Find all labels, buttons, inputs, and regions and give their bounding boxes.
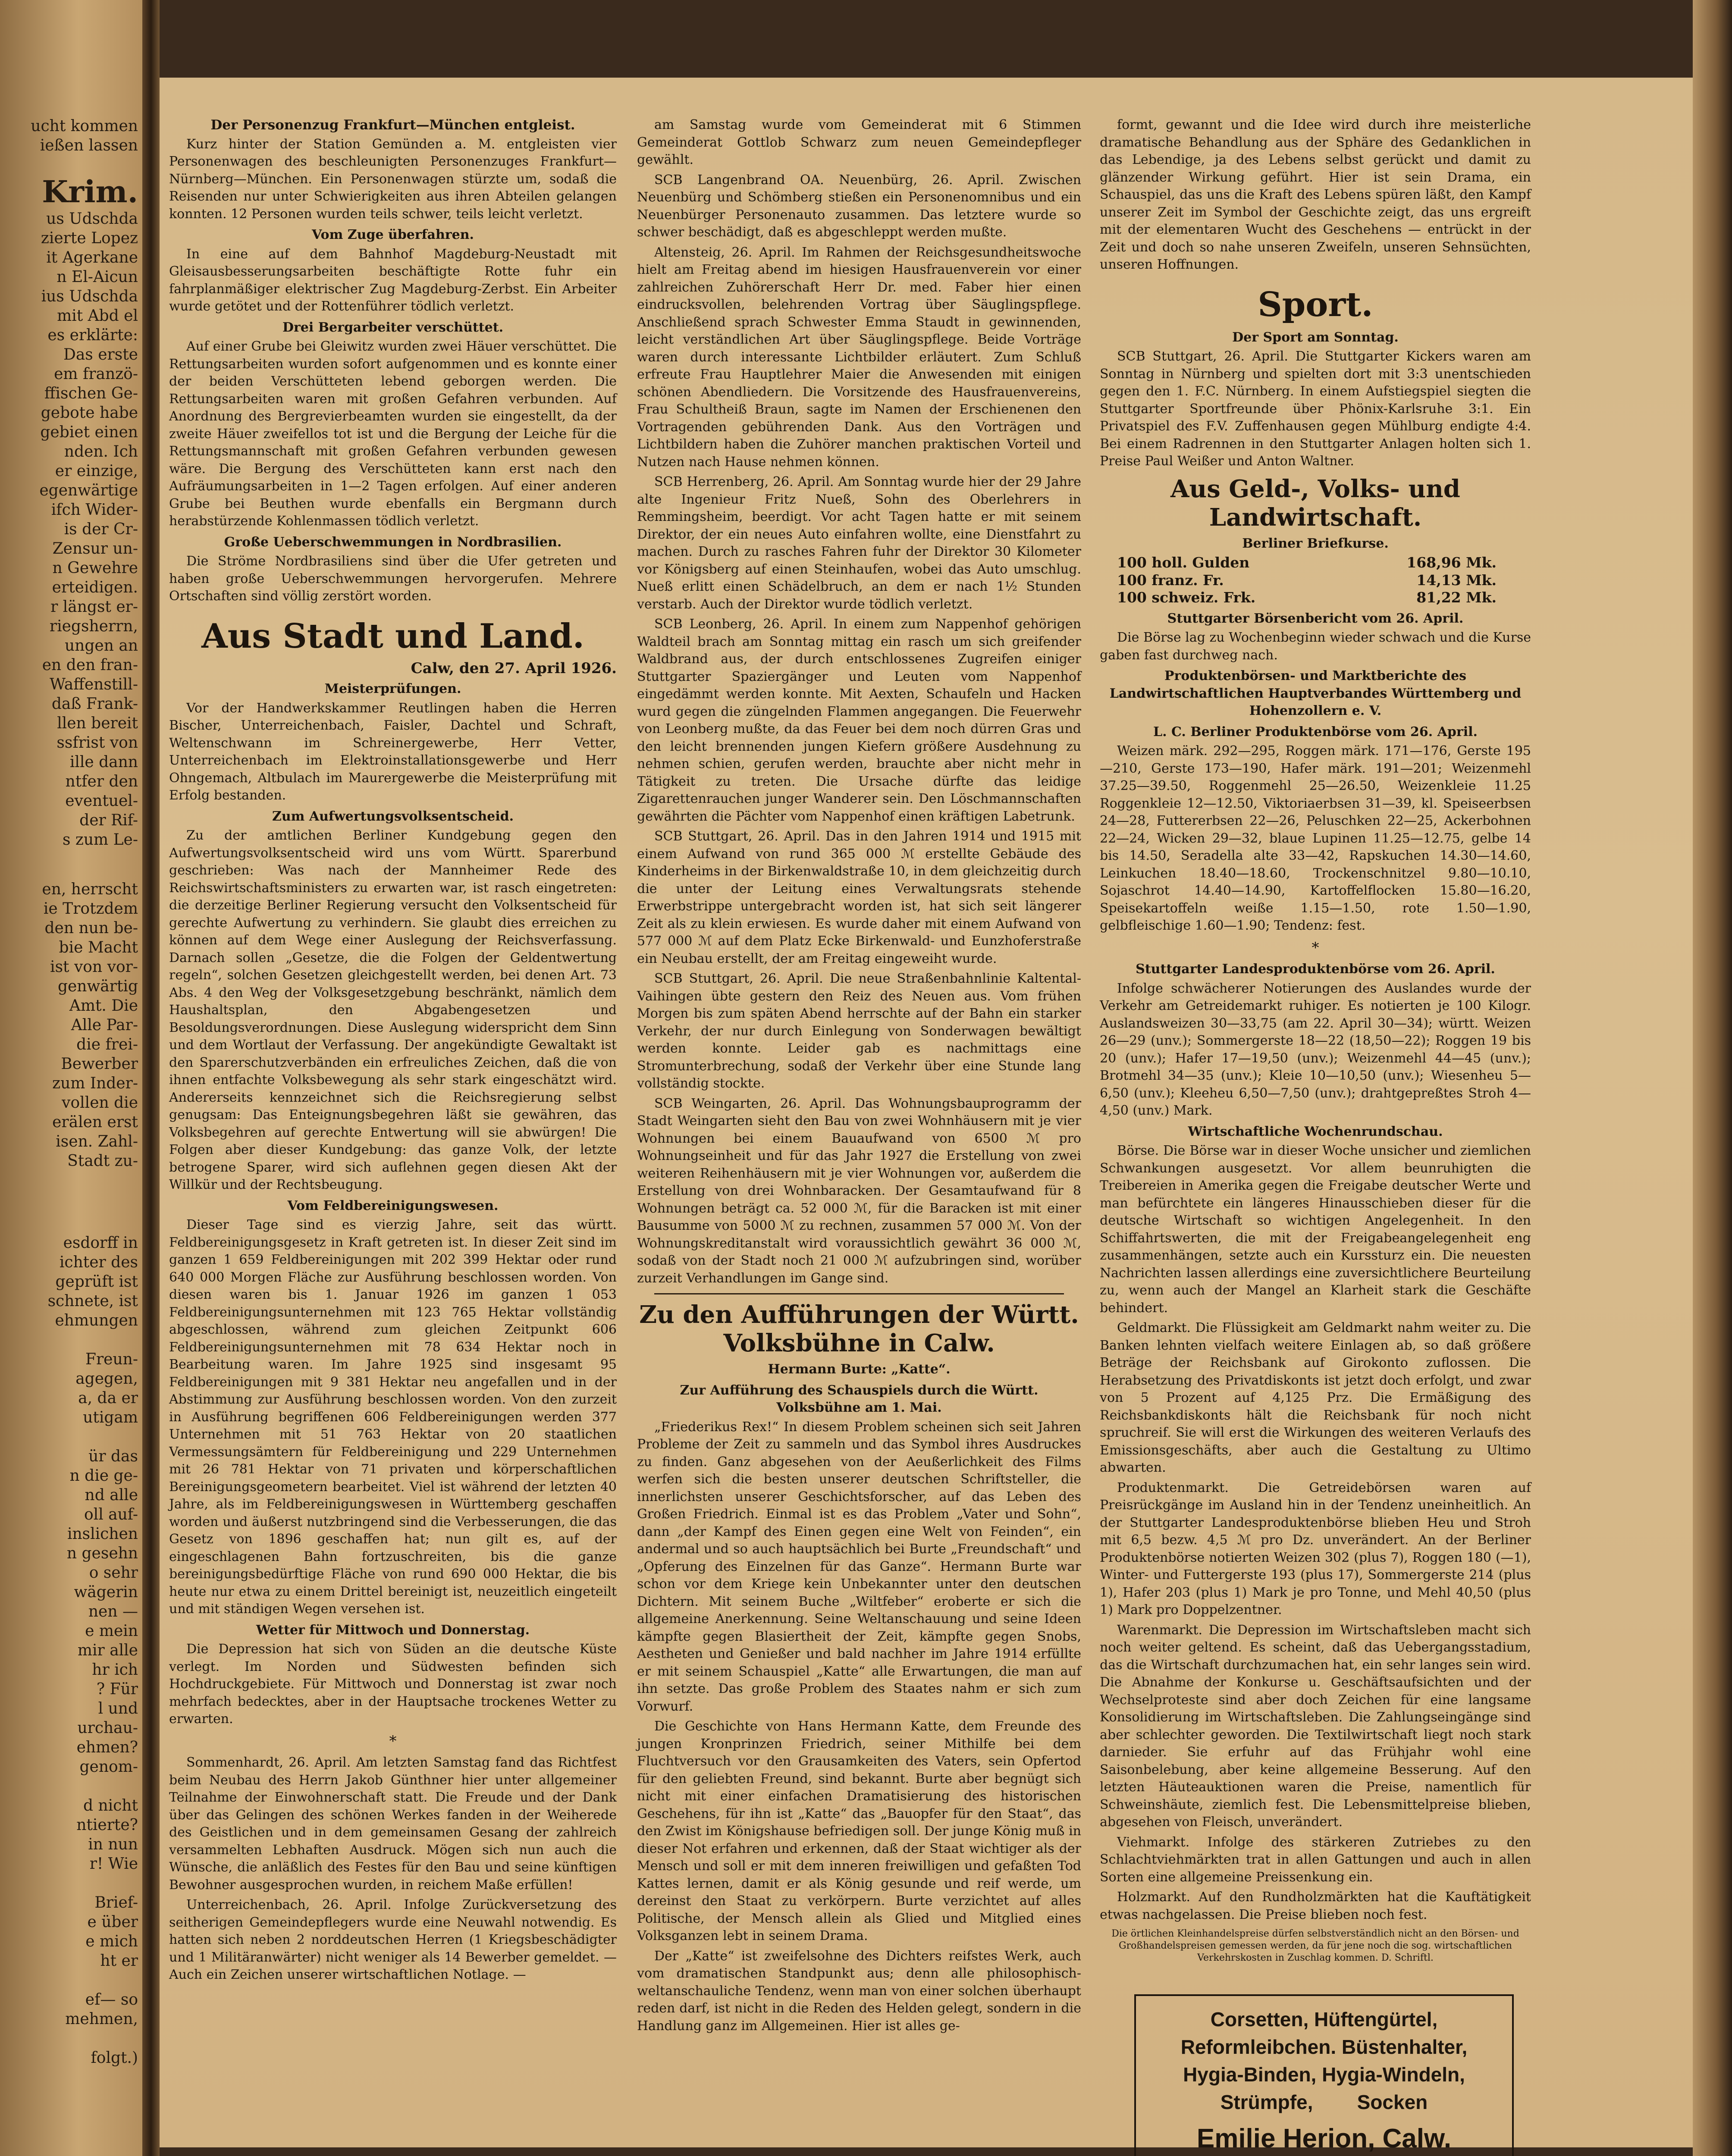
subheading: Wetter für Mittwoch und Donnerstag. (256, 1622, 530, 1638)
left-page-fragment (0, 0, 142, 2156)
fragment-line: en, herrscht (42, 881, 138, 898)
fragment-line: e über (87, 1913, 138, 1931)
paragraph: Geldmarkt. Die Flüssigkeit am Geldmarkt nahm weiter zu. Die Banken lehnten vielfach weitere Einlagen ab, so daß größere Beträge der Reichsbank auf Girokonto zuflossen. Die Herabsetzung des Privatdiskonts ist jetzt doch erfolgt, und zwar von 5 Prozent auf 4,125 Prz. Die Ermäßigung des Reichsbankdiskonts hält die Reichsbank für noch nicht spruchreif. Sie will erst die Wirkungen des weiteren Verlaufs des Emissionsgeschäfts, aber auch die Gestaltung zu Ultimo abwarten. (1100, 1320, 1531, 1475)
subheading: Große Ueberschwemmungen in Nordbrasilien. (224, 534, 562, 550)
fragment-line: die frei- (76, 1036, 138, 1053)
paragraph: Infolge schwächerer Notierungen des Auslandes wurde der Verkehr am Getreidemarkt ruhiger. Es notierten je 100 Kilogr. Auslandsweizen 30—33,75 (am 22. April 30—34); württ. Weizen 26—29 (unv.); Sommergerste 18—22 (18,50—22); Roggen 19 bis 20 (unv.); Hafer 17—19,50 (unv.); Weizenmehl 44—45 (unv.); Brotmehl 34—35 (unv.); Kleie 10—10,50 (unv.); Wiesenheu 5—6,50 (unv.); Kleeheu 6,50—7,50 (unv.); drahtgepreßtes Stroh 4—4,50 (unv.) Mark. (1100, 981, 1531, 1118)
paragraph: Holzmarkt. Auf den Rundholzmärkten hat die Kauftätigkeit etwas nachgelassen. Die Preise blieben noch fest. (1100, 1890, 1531, 1922)
separator: * (1312, 939, 1319, 956)
fragment-line: en den fran- (42, 656, 138, 674)
fragment-line: ür das (88, 1448, 138, 1465)
subheading: Stuttgarter Landesproduktenbörse vom 26. April. (1136, 962, 1495, 977)
headline: Der Personenzug Frankfurt—München entgleist. (210, 117, 575, 133)
paragraph: formt, gewannt und die Idee wird durch ihre meisterliche dramatische Behandlung aus der Sphäre des Gedanklichen in das Lebendige, ja des Lebens selbst gerückt und damit zu glänzender Wirkung geführt. Hier ist sein Drama, ein Schauspiel, das uns die Kraft des Lebens spüren läßt, den Kampf unserer Zeit im Symbol der Geschichte zeigt, das uns ergreift mit der elementaren Wucht des Geschehens — entrückt in der Zeit und doch so nahe unseren Zweifeln, unseren Sehnsüchten, unseren Hoffnungen. (1100, 117, 1531, 272)
fragment-line: ungen an (65, 637, 138, 655)
exchange-rate-cell: 81,22 Mk. (1416, 589, 1497, 606)
fragment-line: us Udschda (46, 210, 138, 228)
subheading: L. C. Berliner Produktenbörse vom 26. April. (1153, 724, 1478, 740)
fragment-line: riegsherrn, (49, 617, 138, 635)
fragment-line: Bewerber (61, 1055, 138, 1073)
subheading: Drei Bergarbeiter verschüttet. (282, 320, 504, 335)
fragment-line: n Gewehre (52, 559, 138, 577)
exchange-rate-cell: 100 schweiz. Frk. (1117, 589, 1256, 606)
ad-line: Hygia-Binden, Hygia-Windeln, (1183, 2063, 1465, 2086)
fragment-line: daß Frank- (51, 695, 138, 713)
exchange-rate-cell: 100 holl. Gulden (1117, 554, 1250, 571)
fragment-line: d nicht (83, 1797, 138, 1814)
exchange-rate-row (1117, 589, 1497, 607)
fragment-line: es erklärte: (47, 326, 138, 344)
exchange-rate-cell: 14,13 Mk. (1416, 571, 1497, 589)
section-title: Sport. (1258, 285, 1373, 324)
book-spine (142, 0, 160, 2156)
fragment-line: agegen, (75, 1370, 138, 1388)
subheading: Zum Aufwertungsvolksentscheid. (272, 808, 514, 824)
fragment-line: r! Wie (89, 1855, 138, 1873)
left-page-text-bottom (0, 1233, 138, 2068)
newspaper-page (160, 78, 1693, 2153)
paragraph: SCB Weingarten, 26. April. Das Wohnungsbauprogramm der Stadt Weingarten sieht den Bau von zwei Wohnhäusern mit je vier Wohnungen bei einem Bauaufwand von 6500 ℳ pro Wohnungseinheit und für das Jahr 1927 die Erstellung von zwei weiteren Reihenhäusern mit je vier Wohnungen vor, außerdem die Erstellung von drei Wohnbaracken. Der Gesamtaufwand für 8 Wohnungen beträgt ca. 52 000 ℳ, für die Baracken ist mit einer Bausumme von 5000 ℳ zu rechnen, zusammen 57 000 ℳ. Von der Wohnungskreditanstalt wird voraussichtlich gewährt 36 000 ℳ, sodaß von der Stadt noch 21 000 ℳ aufzubringen sind, worüber zurzeit Verhandlungen im Gange sind. (637, 1096, 1081, 1286)
ad-firm-name: Emilie Herion, Calw. (1196, 2124, 1452, 2153)
fragment-line: mehmen, (65, 2010, 138, 2028)
subheading: Berliner Briefkurse. (1242, 536, 1389, 551)
fragment-line: ießen lassen (40, 137, 138, 154)
fragment-line: Das erste (63, 346, 138, 364)
fragment-line: erälen erst (52, 1113, 138, 1131)
fragment-line: er einzige, (55, 462, 138, 480)
subheading: Zur Aufführung des Schauspiels durch die Württ. Volksbühne am 1. Mai. (680, 1382, 1039, 1415)
paragraph: Viehmarkt. Infolge des stärkeren Zutriebes zu den Schlachtviehmärkten trat in allen Gattungen und auch in allen Sorten eine allgemeine Preissenkung ein. (1100, 1834, 1531, 1885)
exchange-rate-row (1117, 554, 1497, 572)
fragment-line: erteidigen. (52, 579, 138, 596)
fragment-line: den nun be- (44, 919, 138, 937)
subheading: Vom Feldbereinigungswesen. (287, 1198, 499, 1213)
fragment-line: em franzö- (54, 365, 138, 383)
paragraph: „Friederikus Rex!“ In diesem Problem scheinen sich seit Jahren Probleme der Zeit zu sammeln und das Symbol ihres Ausdruckes zu finden. Ganz abgesehen von der Aeußerlichkeit des Films werfen sich die besten unserer deutschen Schriftsteller, die innerlichsten unserer Geschichtsforscher, auf das Leben des Großen Friedrich. Einmal ist es das Problem „Vater und Sohn“, dann „der Kampf des Einen gegen eine Welt von Feinden“, ein andermal und so auch hauptsächlich bei Burte „Freundschaft“ und „Opferung des Einzelnen für das Ganze“. Hermann Burte war schon vor dem Kriege kein Unbekannter unter den deutschen Dichtern. Mit seinem Buche „Wiltfeber“ eroberte er sich die allgemeine Anerkennung. Seine Weltanschauung und seine Ideen kämpfte gegen Blasiertheit der Zeit, kämpfte gegen Snobs, Aestheten und Genießer und bald nachher im Jahre 1914 erfüllte er mit seinem Schauspiel „Katte“ alle Erwartungen, die man auf ihn setzte. Das große Problem des Staates nahm er sich zum Vorwurf. (637, 1419, 1081, 1714)
paragraph: SCB Langenbrand OA. Neuenbürg, 26. April. Zwischen Neuenbürg und Schömberg stießen ein Personenomnibus und ein Neuenbürger Personenauto zusammen. Das letztere wurde so schwer beschädigt, daß es abgeschleppt werden mußte. (637, 172, 1081, 240)
paragraph: Dieser Tage sind es vierzig Jahre, seit das württ. Feldbereinigungsgesetz in Kraft getreten ist. In dieser Zeit sind im ganzen 1 659 Feldbereinigungen mit 202 399 Hektar oder rund 640 000 Morgen Fläche zur Ausführung beschlossen worden. Von diesen waren bis 1. Januar 1926 im ganzen 1 053 Feldbereinigungsunternehmen mit 123 765 Hektar vollständig abgeschlossen, während zum gleichen Zeitpunkt 606 Feldbereinigungsunternehmen mit 78 634 Hektar noch in Bearbeitung waren. Im Jahre 1925 sind insgesamt 95 Feldbereinigungen mit 9 381 Hektar neu angefallen und in der Abstimmung zur Ausführung beschlossen worden. Von den zurzeit in Ausführung begriffenen 606 Feldbereinigungen werden 377 Unternehmen mit 51 763 Hektar von 20 staatlichen Vermessungsämtern für Feldbereinigung und 229 Unternehmen mit 26 781 Hektar von 71 privaten und körperschaftlichen Bereinigungsgeometern bearbeitet. Viel ist während der letzten 40 Jahre, als im Feldbereinigungswesen in Württemberg geschaffen worden und äußerst nutzbringend sind die Verbesserungen, die das Gesetz von 1896 geschaffen hat; nun gilt es, auf der eingeschlagenen Bahn fortzuschreiten, bis die ganze bereinigungsbedürftige Fläche von rund 690 000 Hektar, die bis heute nur etwa zu einem Drittel bereinigt ist, neuzeitlich eingeteilt und mit ständigen Wegen versehen ist. (169, 1217, 617, 1617)
subheading: Vom Zuge überfahren. (312, 227, 474, 242)
dateline: Calw, den 27. April 1926. (411, 659, 617, 677)
fragment-line: gebote habe (41, 404, 138, 422)
column-1 (169, 116, 617, 1987)
fragment-line: zum Inder- (52, 1075, 138, 1092)
paragraph: SCB Leonberg, 26. April. In einem zum Nappenhof gehörigen Waldteil brach am Sonntag mittag ein rasch um sich greifender Waldbrand aus, der durch entschlossenes Zugreifen einiger Stuttgarter Spaziergänger und Leuten vom Nappenhof eingedämmt werden konnte. Mit Aexten, Schaufeln und Hacken wurd gegen die züngelnden Flammen angegangen. Die Feuerwehr von Leonberg mußte, da das Feuer bei dem noch dürren Gras und den leicht brennenden jungen Kiefern größere Ausdehnung zu nehmen schien, gerufen werden, brauchte aber nicht mehr in Tätigkeit zu treten. Die Ursache dürfte das leidige Zigarettenrauchen junger Wanderer sein. Den Löschmannschaften gewährten die Pächter vom Nappenhof einen kräftigen Labetrunk. (637, 617, 1081, 824)
exchange-rate-row (1117, 572, 1497, 589)
paragraph: Die Geschichte von Hans Hermann Katte, dem Freunde des jungen Kronprinzen Friedrich, seiner Mithilfe bei dem Fluchtversuch vor den Grausamkeiten des Vaters, sein Opfertod für den geliebten Freund, sind bekannt. Burte aber begnügt sich nicht mit einer einfachen Dramatisierung des historischen Geschehens, für ihn ist „Katte“ das „Bauopfer für den Staat“, das den Zwist im Königshause befriedigen soll. Der junge König muß in dieser Not erfahren und erkennen, daß der Staat wichtiger als der Mensch und soll er mit dem inneren freiwilligen und gefaßten Tod Kattes lernen, damit er als König gesunde und reif werde, um dereinst den Staat zu verkörpern. Burte verzichtet auf alles Politische, der Mensch allein als Glied und Mitglied eines Volksganzen lebt in seinem Drama. (637, 1719, 1081, 1943)
footnote: Die örtlichen Kleinhandelspreise dürfen selbstverständlich nicht an den Börsen- und Großhandelspreisen gemessen werden, da für jene noch die sog. wirtschaftlichen Verkehrskosten in Zuschlag kommen. D. Schriftl. (1111, 1928, 1519, 1963)
fragment-line: in nun (88, 1836, 138, 1853)
paragraph: Sommenhardt, 26. April. Am letzten Samstag fand das Richtfest beim Neubau des Herrn Jakob Günthner hier unter allgemeiner Teilnahme der Einwohnerschaft statt. Die Freude und der Dank über das Gelingen des schönen Werkes fanden in der Weiherede des Geistlichen und in dem gemeinsamen Gesang der zahlreich versammelten Lebhaften Ausdruck. Mögen sich nun auch die Wünsche, die anläßlich des Festes für den Bau und seine künftigen Bewohner ausgesprochen wurden, in reichem Maße erfüllen! (169, 1755, 617, 1893)
fragment-line: oll auf- (84, 1506, 138, 1523)
paragraph: Vor der Handwerkskammer Reutlingen haben die Herren Bischer, Unterreichenbach, Faisler, Dachtel und Schraft, Weltenschwann im Schreinergewerbe, Herr Vetter, Unterreichenbach im Elektroinstallationsgewerbe und Herr Ohngemach, Altbulach im Maurergewerbe die Meisterprüfung mit Erfolg bestanden. (169, 700, 617, 803)
paragraph: SCB Stuttgart, 26. April. Das in den Jahren 1914 und 1915 mit einem Aufwand von rund 365 000 ℳ erstellte Gebäude des Kinderheims in der Birkenwaldstraße 10, in dem gleichzeitig durch die unter der Leitung eines Verwaltungsrats stehende Erwerbstrippe untergebracht worden ist, hat sich seit längerer Zeit als zu klein erwiesen. Es wurde daher mit einem Aufwand von 577 000 ℳ auf dem Platz Ecke Birkenwald- und Eunzhoferstraße ein Neubau erstellt, der am Freitag eingeweiht wurde. (637, 829, 1081, 966)
paragraph: Produktenmarkt. Die Getreidebörsen waren auf Preisrückgänge im Ausland hin in der Tendenz uneinheitlich. An der Stuttgarter Landesproduktenbörse blieben Heu und Stroh mit 6,5 bezw. 4,5 ℳ pro Dz. unverändert. An der Berliner Produktenbörse notierten Weizen 302 (plus 7), Roggen 180 (—1), Winter- und Futtergerste 193 (plus 17), Sommergerste 214 (plus 1), Hafer 203 (plus 1) Mark je pro Tonne, und Mehl 40,50 (plus 1) Mark pro Doppelzentner. (1100, 1480, 1531, 1617)
fragment-line: Amt. Die (69, 997, 138, 1015)
fragment-line: ist von vor- (50, 958, 138, 976)
fragment-line: ssfrist von (56, 734, 138, 752)
fragment-line: ichter des (59, 1253, 138, 1271)
fragment-line: urchau- (77, 1719, 138, 1737)
fragment-line: gebiet einen (40, 423, 138, 441)
fragment-line (0, 2029, 138, 2048)
fragment-line: ehmungen (55, 1312, 138, 1329)
advertisement (1134, 1994, 1514, 2156)
paragraph: Warenmarkt. Die Depression im Wirtschaftsleben macht sich noch weiter geltend. Es scheint, daß das Uebergangsstadium, das die Wirtschaft durchzumachen hat, ein sehr langes sein wird. Die Abnahme der Konkurse u. Geschäftsaufsichten und der Wechselproteste sind aber doch Zeichen für eine langsame Konsolidierung im Wirtschaftsleben. Die Zahlungseingänge sind aber schlechter geworden. Die Textilwirtschaft liegt noch stark darnieder. Sie erfuhr auf das Frühjahr wohl eine Saisonbelebung, aber keine allgemeine Besserung. Auf den letzten Häuteauktionen waren die Preise, namentlich für Schweinshäute, ziemlich fest. Die Lebensmittelpreise blieben, abgesehen von Fleisch, unverändert. (1100, 1622, 1531, 1830)
fragment-line: der Rif- (79, 812, 138, 829)
ad-line: Corsetten, Hüftengürtel, (1210, 2008, 1438, 2031)
paragraph: Altensteig, 26. April. Im Rahmen der Reichsgesundheitswoche hielt am Freitag abend im hiesigen Hausfrauenverein vor einer zahlreichen Zuhörerschaft Herr Dr. med. Faber hier einen eindrucksvollen, belehrenden Vortrag über Säuglingspflege. Anschließend sprach Schwester Emma Staudt in gewinnenden, leicht verständlichen Art über Säuglingspflege. Beide Vorträge waren durch interessante Lichtbilder erläutert. Zum Schluß erfreute Frau Hauptlehrer Maier die Anwesenden mit einigen schönen Abendliedern. Die Vorsitzende des Hausfrauenvereins, Frau Schultheiß Braun, sagte im Namen der Erschienenen den Vortragenden gebührenden Dank. Aus den Vorträgen und Lichtbildern haben die Zuhörer manchen praktischen Vorteil und Nutzen nach Hause nehmen können. (637, 244, 1081, 470)
fragment-line: a, da er (78, 1389, 138, 1407)
section-title: Zu den Aufführungen der Württ. Volksbühne in Calw. (639, 1300, 1079, 1357)
fragment-line: genwärtig (57, 978, 138, 995)
fragment-line: ef— so (85, 1991, 138, 2009)
fragment-line: egenwärtige (39, 482, 138, 499)
fragment-line: Zensur un- (52, 540, 138, 558)
ad-line: Strümpfe, Socken (1220, 2091, 1428, 2113)
fragment-line: vollen die (62, 1094, 138, 1112)
fragment-line: ntfer den (65, 773, 138, 790)
fragment-line: Waffenstill- (49, 676, 138, 693)
section-title: Aus Stadt und Land. (201, 616, 584, 656)
fragment-line: geprüft ist (55, 1273, 138, 1291)
paragraph: Auf einer Grube bei Gleiwitz wurden zwei Häuer verschüttet. Die Rettungsarbeiten wurden sofort aufgenommen und es konnte einer der beiden Verschütteten lebend geborgen werden. Die Rettungsarbeiten waren mit großen Gefahren verbunden. Auf Anordnung des Bergrevierbeamten wurden sie eingestellt, da der zweite Häuer zweifellos tot ist und die Bergung der Leiche für die Rettungsmannschaft mit großen Gefahren verbunden gewesen wäre. Die Bergung des Verschütteten kann erst nach den Aufräumungsarbeiten in 1—2 Tagen erfolgen. Auf einer anderen Grube bei Beuthen wurde ebenfalls ein Bergmann durch herabstürzende Kohlenmassen tödlich verletzt. (169, 339, 617, 529)
paragraph: SCB Herrenberg, 26. April. Am Sonntag wurde hier der 29 Jahre alte Ingenieur Fritz Nueß, Sohn des Oberlehrers in Remmingsheim, beerdigt. Vor acht Tagen hatte er mit seinem Direktor, der ein neues Auto einfahren wollte, eine Dienstfahrt zu machen. Durch zu rasches Fahren fuhr der Direktor 30 Kilometer vor Königsberg auf einen Steinhaufen, wobei das Auto umschlug. Nueß erlitt einen Schädelbruch, an dem er nach 1½ Stunden verstarb. Auch der Direktor wurde tödlich verletzt. (637, 474, 1081, 612)
fragment-line: ? Für (96, 1680, 138, 1698)
fragment-line: n gesehn (66, 1545, 138, 1562)
fragment-line: isen. Zahl- (56, 1133, 138, 1150)
paragraph: Unterreichenbach, 26. April. Infolge Zurückversetzung des seitherigen Gemeindepflegers wurde eine Neuwahl notwendig. Es hatten sich neben 2 norddeutschen Herren (1 Kriegsbeschädigter und 1 Militäranwärter) nicht weniger als 14 Bewerber gemeldet. — Auch ein Zeichen unserer wirtschaftlichen Notlage. — (169, 1897, 617, 1982)
fragment-line: hr ich (92, 1661, 138, 1679)
paragraph: Die Depression hat sich von Süden an die deutsche Küste verlegt. Im Norden und Südwesten befinden sich Hochdruckgebiete. Für Mittwoch und Donnerstag ist zwar noch mehrfach bedecktes, aber in der Hauptsache trockenes Wetter zu erwarten. (169, 1642, 617, 1727)
fragment-line (0, 1777, 138, 1796)
page-edge (1693, 0, 1732, 2156)
paragraph: Kurz hinter der Station Gemünden a. M. entgleisten vier Personenwagen des beschleunigten Personenzuges Frankfurt—Nürnberg—München. Ein Personenwagen stürzte um, sodaß die Reisenden nur unter Schwierigkeiten aus ihren Abteilen gelangen konnten. 12 Personen wurden teils schwer, teils leicht verletzt. (169, 136, 617, 222)
subheading: Stuttgarter Börsenbericht vom 26. April. (1167, 611, 1464, 626)
fragment-line: Freun- (85, 1351, 138, 1368)
fragment-line: schnete, ist (47, 1292, 138, 1310)
divider (654, 1293, 1064, 1294)
paragraph: SCB Stuttgart, 26. April. Die Stuttgarter Kickers waren am Sonntag in Nürnberg und spielten dort mit 3:3 unentschieden gegen den 1. F.C. Nürnberg. In einem Aufstiegspiel siegten die Stuttgarter Sportfreunde über Phönix-Karlsruhe 3:1. Ein Privatspiel des F.V. Zuffenhausen gegen Mühlburg endigte 4:4. Bei einem Radrennen in den Stuttgarter Anlagen holten sich 1. Preise Paul Weißer und Anton Waltner. (1100, 349, 1531, 469)
fragment-line: n die ge- (69, 1467, 138, 1485)
fragment-line: it Agerkane (46, 249, 138, 266)
fragment-line: l und (98, 1700, 138, 1717)
paragraph: Zu der amtlichen Berliner Kundgebung gegen den Aufwertungsvolksentscheid wird uns vom Württ. Sparerbund geschrieben: Was nach der Mannheimer Rede des Reichswirtschaftsministers zu erwarten war, ist rasch eingetreten: die derzeitige Berliner Regierung versucht den Volksentscheid für gerechte Aufwertung zu verhindern. Sie glaubt dies erreichen zu können auf dem Wege einer Auslegung der Reichsverfassung. Darnach sollen „Gesetze, die die Folgen der Geldentwertung regeln“, solchen Gesetzen gleichgestellt werden, bei denen Art. 73 Abs. 4 den Weg der Volksgesetzgebung beschränkt, nämlich dem Haushaltsplan, den Abgabengesetzen und Besoldungsverordnungen. Diese Auslegung widerspricht dem Sinn und dem Wortlaut der Verfassung. Der angekündigte Gewaltakt ist den Sparerschutzverbänden ein erfreuliches Zeichen, daß die von ihnen entfachte Volksbewegung als sehr stark eingeschätzt wird. Andererseits kennzeichnet sich die Reichsregierung selbst genugsam: Das Enteignungsbegehren läßt sie gewähren, das Volksbegehren auf gerechte Entwertung will sie abwürgen! Die Folgen aber dieser Kundgebung: das ganze Volk, der letzte betrogene Sparer, wird sich auflehnen gegen diesen Akt der Willkür und der Rechtsbeugung. (169, 828, 617, 1192)
paragraph: am Samstag wurde vom Gemeinderat mit 6 Stimmen Gemeinderat Gottlob Schwarz zum neuen Gemeindepfleger gewählt. (637, 117, 1081, 167)
fragment-line: ehmen? (76, 1739, 138, 1756)
paragraph: Börse. Die Börse war in dieser Woche unsicher und ziemlichen Schwankungen ausgesetzt. Vor allem beunruhigten die Treibereien in Amerika gegen die Freigabe deutscher Werte und man befürchtete ein längeres Hinausschieben dieser für die deutsche Wirtschaft so wichtigen Angelegenheit. In den Schiffahrtswerten, die mit der Freigabeangelegenheit eng zusammenhängen, setzte auch ein Kurssturz ein. Die neuesten Nachrichten lassen allerdings eine zuversichtlichere Beurteilung zu, wenn auch der Mangel an Klarheit stark die Geschäfte behindert. (1100, 1143, 1531, 1316)
fragment-line: mit Abd el (57, 307, 138, 325)
fragment-line: s zum Le- (62, 831, 138, 849)
fragment-line: n El-Aicun (56, 268, 138, 286)
fragment-line: wägerin (74, 1583, 138, 1601)
subheading: Meisterprüfungen. (324, 681, 461, 696)
fragment-line: Stadt zu- (67, 1152, 138, 1170)
fragment-line: r längst er- (50, 598, 138, 616)
separator: * (389, 1732, 397, 1750)
paragraph: In eine auf dem Bahnhof Magdeburg-Neustadt mit Gleisausbesserungsarbeiten beschäftigte Rotte fuhr ein fahrplanmäßiger elektrischer Zug Magdeburg-Zerbst. Ein Arbeiter wurde getötet und der Rottenführer tödlich verletzt. (169, 246, 617, 314)
fragment-line: folgt.) (91, 2049, 138, 2067)
fragment-line (0, 1427, 138, 1447)
exchange-rate-cell: 168,96 Mk. (1406, 554, 1497, 571)
paragraph: Die Börse lag zu Wochenbeginn wieder schwach und die Kurse gaben fast durchweg nach. (1100, 630, 1531, 663)
fragment-line (0, 1330, 138, 1350)
fragment-line: ucht kommen (31, 117, 138, 135)
fragment-line: e mein (85, 1622, 138, 1640)
subheading: Hermann Burte: „Katte“. (768, 1362, 951, 1377)
fragment-line: e mich (85, 1933, 138, 1950)
fragment-line: ille dann (69, 753, 138, 771)
fragment-line: eventuel- (65, 792, 138, 810)
paragraph: SCB Stuttgart, 26. April. Die neue Straßenbahnlinie Kaltental-Vaihingen übte gestern den Reiz des Neuen aus. Vom frühen Morgen bis zum späten Abend herrschte auf der Bahn ein starker Verkehr, der nur durch Einlegung von Sonderwagen bewältigt werden konnte. Leider gab es nachmittags eine Stromunterbrechung, sodaß der Verkehr über eine Stunde lang vollständig stockte. (637, 971, 1081, 1091)
fragment-line: nen — (88, 1603, 138, 1620)
fragment-line: zierte Lopez (41, 229, 138, 247)
subheading: Der Sport am Sonntag. (1232, 329, 1399, 345)
ad-line: Reformleibchen. Büstenhalter, (1180, 2036, 1468, 2058)
paragraph: Weizen märk. 292—295, Roggen märk. 171—176, Gerste 195—210, Gerste 173—190, Hafer märk. 191—201; Weizenmehl 37.25—39.50, Roggenmehl 25—26.50, Weizenkleie 11.25 Roggenkleie 12—12.50, Viktoriaerbsen 31—39, kl. Speiseerbsen 24—28, Futtererbsen 22—26, Peluschken 22—25, Ackerbohnen 22—24, Wicken 29—32, blaue Lupinen 11.25—12.75, gelbe 14 bis 14.50, Seradella alte 33—42, Rapskuchen 14.30—14.60, Leinkuchen 18.40—18.60, Trockenschnitzel 9.80—10.10, Sojaschrot 14.40—14.90, Kartoffelflocken 15.80—16.20, Speisekartoffeln weiße 1.15—1.50, rote 1.50—1.90, gelbfleischige 1.60—1.90; Tendenz: fest. (1100, 743, 1531, 933)
fragment-line: ifch Wider- (51, 501, 138, 519)
exchange-rate-cell: 100 franz. Fr. (1117, 571, 1224, 589)
subheading: Produktenbörsen- und Marktberichte des Landwirtschaftlichen Hauptverbandes Württemberg und Hohenzollern e. V. (1109, 668, 1522, 718)
section-title: Aus Geld-, Volks- und Landwirtschaft. (1170, 474, 1460, 532)
fragment-line (0, 1874, 138, 1893)
column-3 (1100, 116, 1531, 2156)
exchange-rates (1117, 554, 1531, 607)
fragment-line: ntierte? (76, 1816, 138, 1834)
fragment-line: o sehr (89, 1564, 138, 1582)
fragment-line: ffischen Ge- (44, 385, 138, 402)
fragment-line: ie Trotzdem (43, 900, 138, 918)
fragment-line: mir alle (77, 1642, 138, 1659)
fragment-line: esdorff in (63, 1234, 138, 1252)
paragraph: Die Ströme Nordbrasiliens sind über die Ufer getreten und haben große Ueberschwemmungen hervorgerufen. Mehrere Ortschaften sind völlig zerstört worden. (169, 554, 617, 604)
fragment-line: is der Cr- (64, 520, 138, 538)
fragment-line: bie Macht (59, 939, 138, 956)
fragment-line (0, 155, 138, 175)
column-2 (637, 116, 1081, 2037)
fragment-line: ht er (100, 1952, 138, 1970)
subheading: Wirtschaftliche Wochenrundschau. (1188, 1124, 1443, 1139)
left-page-text-middle (0, 880, 138, 1171)
fragment-line: Brief- (94, 1894, 138, 1912)
fragment-line: inslichen (67, 1525, 138, 1543)
left-page-text-top (0, 116, 138, 849)
paragraph: Der „Katte“ ist zweifelsohne des Dichters reifstes Werk, auch vom dramatischen Standpunkt aus; denn alle philosophisch-weltanschauliche Tendenz, wenn man von einer solchen überhaupt reden darf, ist nicht in die Reden des Helden gelegt, sondern in die Handlung ganz im Allgemeinen. Hier ist alles ge- (637, 1948, 1081, 2034)
fragment-line: genom- (79, 1758, 138, 1776)
fragment-line (0, 1971, 138, 1990)
fragment-line: Krim. (42, 175, 138, 209)
fragment-line: nden. Ich (64, 443, 138, 461)
fragment-line: utigam (83, 1409, 138, 1426)
fragment-line: llen bereit (57, 714, 138, 732)
fragment-line: nd alle (85, 1486, 138, 1504)
fragment-line: Alle Par- (71, 1016, 138, 1034)
fragment-line: ius Udschda (41, 288, 138, 305)
